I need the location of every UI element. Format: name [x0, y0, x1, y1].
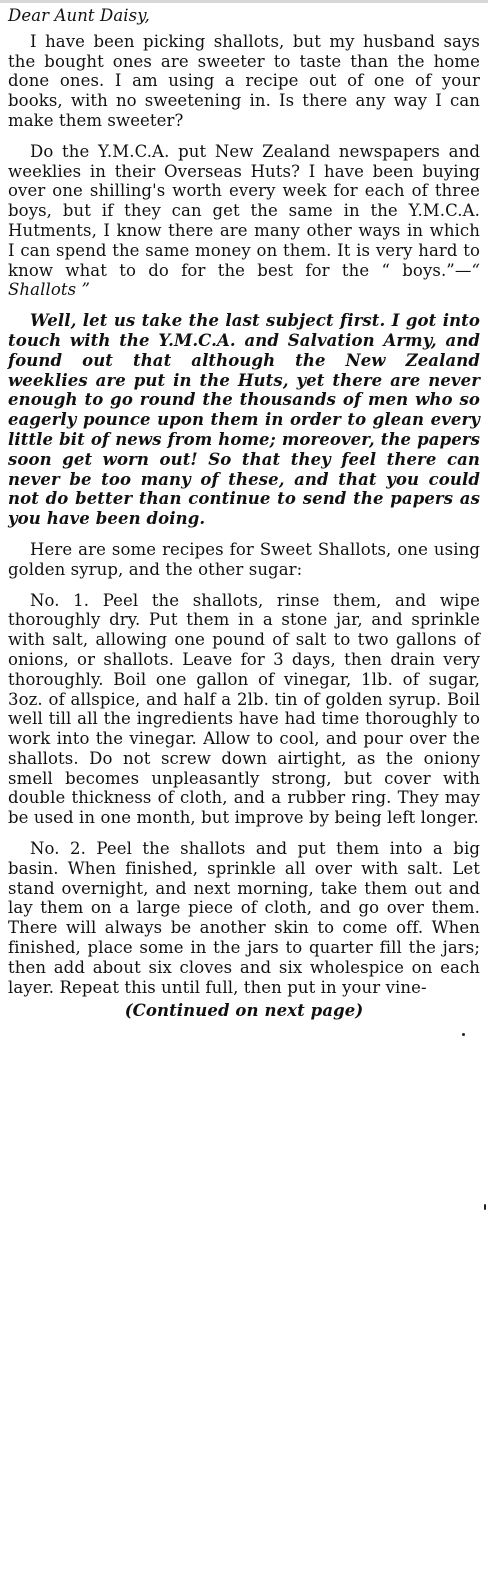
- print-speck: [462, 1033, 465, 1036]
- continued-notice: (Continued on next page): [124, 1001, 364, 1021]
- letter-paragraph-2-text: Do the Y.M.C.A. put New Zealand newspapers and weeklies in their Overseas Huts? I have been buying over one shilling's worth every week for each of three boys, but if they can get the same in the Y.M.C.A. Hutments, I know there are many other ways in which I can spend the same money on them. It is very hard to know what to do for the best for the “ boys.”—: [8, 141, 480, 280]
- letter-paragraph-1: I have been picking shallots, but my husband says the bought ones are sweeter to taste than the home done ones. I am using a recipe out of one of your books, with no sweetening in. Is there any way I can make them sweeter?: [8, 31, 480, 130]
- letter-paragraph-2: [8, 142, 480, 300]
- reply-paragraph-2: Here are some recipes for Sweet Shallots, one using golden syrup, and the other sugar:: [8, 539, 480, 579]
- letter-salutation: Dear Aunt Daisy,: [8, 6, 150, 25]
- letter-signature: “ Shallots ”: [8, 260, 480, 300]
- print-speck: [484, 1204, 486, 1210]
- recipe-2: No. 2. Peel the shallots and put them into a big basin. When finished, sprinkle all over with salt. Let stand overnight, and next morning, take them out and lay them on a large piece of cloth, and go over them. There will always be another skin to come off. When finished, place some in the jars to quarter fill the jars; then add about six cloves and six wholespice on each layer. Repeat this until full, then put in your vine-: [8, 839, 480, 997]
- recipe-1: No. 1. Peel the shallots, rinse them, and wipe thoroughly dry. Put them in a stone jar, and sprinkle with salt, allowing one pound of salt to two gallons of onions, or shallots. Leave for 3 days, then drain very thoroughly. Boil one gallon of vinegar, 1lb. of sugar, 3oz. of allspice, and half a 2lb. tin of golden syrup. Boil well till all the ingredients have had time thoroughly to work into the vinegar. Allow to cool, and pour over the shallots. Do not screw down airtight, as the oniony smell becomes unpleasantly strong, but cover with double thickness of cloth, and a rubber ring. They may be used in one month, but improve by being left longer.: [8, 590, 480, 828]
- top-edge-fragment: [0, 0, 488, 3]
- reply-paragraph-1: Well, let us take the last subject first. I got into touch with the Y.M.C.A. and Salvation Army, and found out that although the New Zealand weeklies are put in the Huts, yet there are never enough to go round the thousands of men who so eagerly pounce upon them in order to glean every little bit of news from home; moreover, the papers soon get worn out! So that they feel there can never be too many of these, and that you could not do better than continue to send the papers as you have been doing.: [8, 311, 480, 529]
